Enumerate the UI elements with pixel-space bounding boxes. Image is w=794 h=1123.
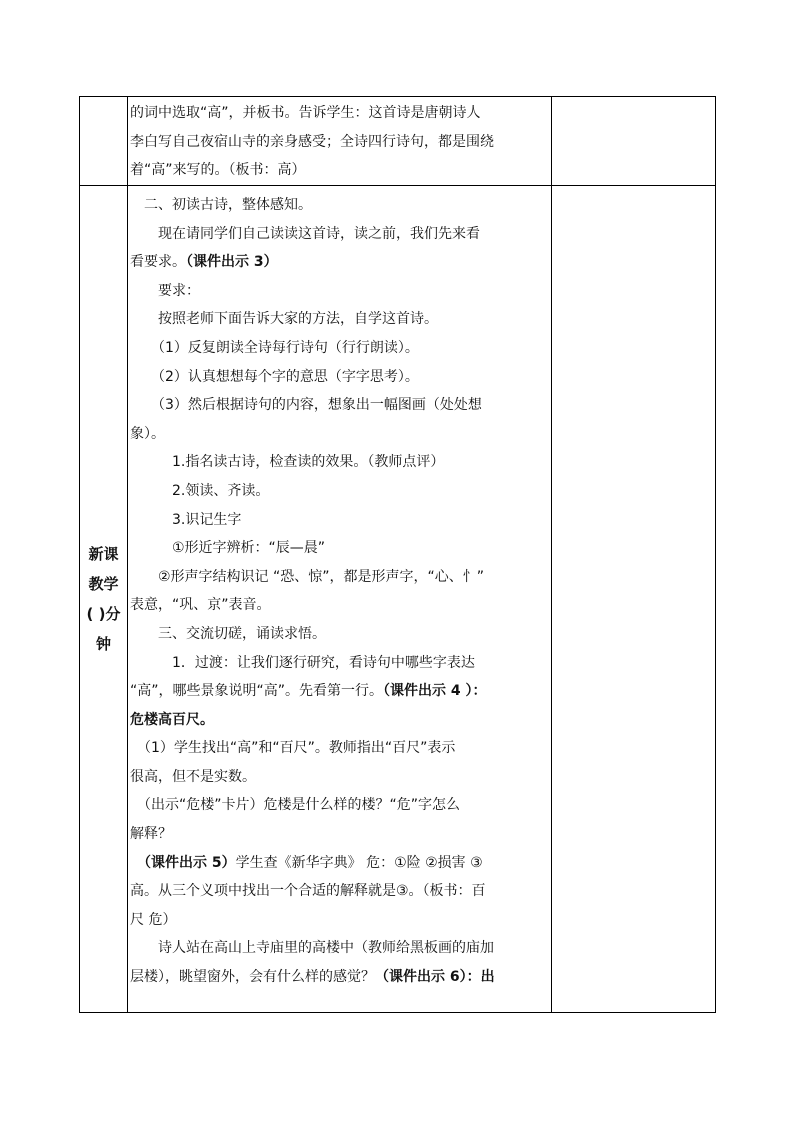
text-line: ②形声字结构识记 “恐、惊”，都是形声字，“心、忄” [130,568,485,585]
text-line: 解释？ [130,826,172,843]
text-line: 着“高”来写的。（板书：高） [130,162,306,179]
text-line: 要求： [130,282,200,299]
text-line: 高。从三个义项中找出一个合适的解释就是③。（板书：百 [130,883,486,900]
courseware-ref: （课件出示 3） [186,254,278,271]
text-line: 按照老师下面告诉大家的方法，自学这首诗。 [130,311,438,328]
text-span: 学生查《新华字典》 危：①险 ②损害 ③ [235,854,483,871]
text-line [130,677,547,706]
content-cell [128,186,552,1013]
text-line: 现在请同学们自己读读这首诗，读之前，我们先来看 [130,225,480,242]
text-line: 2.领读、齐读。 [130,482,270,499]
poem-line: 危楼高百尺。 [130,711,214,728]
notes-cell [552,186,716,1013]
text-line: 1.指名读古诗，检查读的效果。（教师点评） [130,454,445,471]
text-line [130,248,547,277]
courseware-ref: （课件出示 6）：出 [375,969,495,986]
text-span: “高”，哪些景象说明“高”。先看第一行。 [130,683,384,700]
text-line: （出示“危楼”卡片）危楼是什么样的楼？“危”字怎么 [130,797,461,814]
text-line: 的词中选取“高”，并板书。告诉学生：这首诗是唐朝诗人 [130,105,481,121]
text-line: 表意，“巩、京”表音。 [130,597,271,614]
text-line: 很高，但不是实数。 [130,768,256,785]
text-line: （1）学生找出“高”和“百尺”。教师指出“百尺”表示 [130,740,456,757]
text-line: 1．过渡：让我们逐行研究，看诗句中哪些字表达 [130,654,475,671]
text-span: 层楼），眺望窗外，会有什么样的感觉？ [130,969,375,986]
text-line [130,963,547,992]
section-label-line: 教学 [88,575,119,593]
text-line: 诗人站在高山上寺庙里的高楼中（教师给黑板画的庙加 [130,940,494,957]
text-line: 象）。 [130,425,165,442]
courseware-ref: （课件出示 4 ）： [383,683,487,700]
section-label-line: ( )分 [86,605,121,623]
lesson-plan-table [79,96,716,1013]
text-line: （2）认真想想每个字的意思（字字思考）。 [130,368,419,385]
text-line: （3）然后根据诗句的内容，想象出一幅图画（处处想 [130,397,482,414]
heading-discussion: 三、交流切磋，诵读求悟。 [130,625,326,642]
courseware-ref: （课件出示 5） [130,854,236,871]
text-line: 李白写自己夜宿山寺的亲身感受；全诗四行诗句，都是围绕 [130,133,494,150]
label-cell [80,97,128,186]
heading-initial-reading: 二、初读古诗，整体感知。 [130,197,312,213]
table-row [80,97,716,186]
text-span: 看要求。 [130,254,186,271]
text-line [130,849,547,878]
text-line: ①形近字辨析：“辰—晨” [130,540,326,557]
section-label-cell [80,186,128,1013]
text-line: （1）反复朗读全诗每行诗句（行行朗读）。 [130,339,419,356]
text-line: 尺 危） [130,911,177,928]
notes-cell [552,97,716,186]
text-line: 3.识记生字 [130,511,242,528]
content-cell [128,97,552,186]
section-label-line: 钟 [95,635,111,653]
section-label-line: 新课 [88,545,119,563]
table-row [80,186,716,1013]
